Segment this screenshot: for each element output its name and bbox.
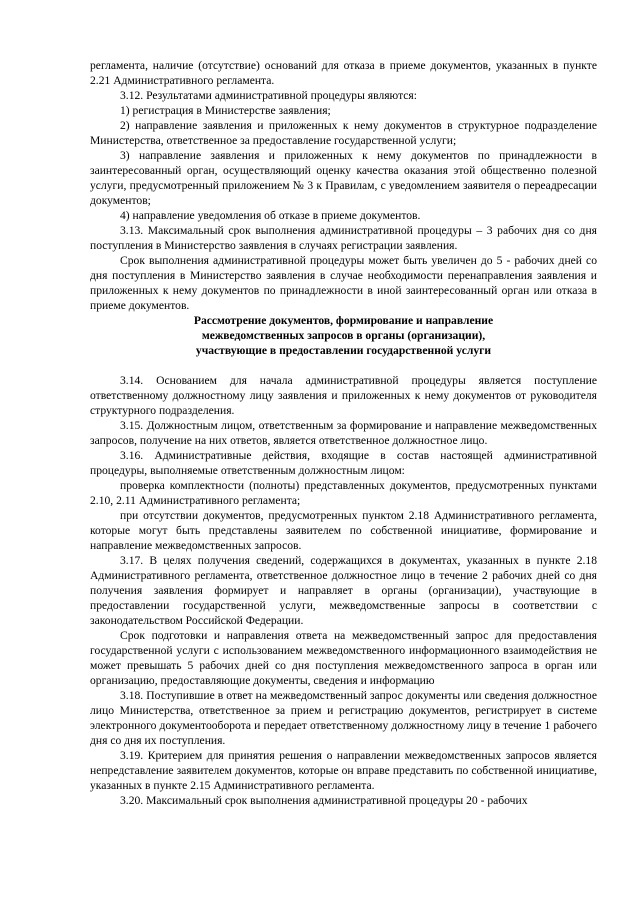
paragraph-3-19: 3.19. Критерием для принятия решения о направлении межведомственных запросов является непредставление заявителем документов, которые он вправе представить по собственной инициативе, указанных в пункте 2.15 Административного регламента. bbox=[90, 749, 597, 792]
paragraph-3-17-extra: Срок подготовки и направления ответа на межведомственный запрос для предоставления государственной услуги с использованием межведомственного информационного взаимодействия не может превышать 5 рабочих дней со дня поступления межведомственного запроса в орган или организацию, предоставляющие документы, сведения и информацию bbox=[90, 629, 597, 687]
paragraph-3-13-extra: Срок выполнения административной процедуры может быть увеличен до 5 - рабочих дней со дня поступления в Министерство заявления в случае необходимости перенаправления заявления и приложенных к нему документов по принадлежности в иной заинтересованный орган или отказа в приеме документов. bbox=[90, 254, 597, 312]
paragraph-3-14: 3.14. Основанием для начала административной процедуры является поступление ответственному должностному лицу заявления и приложенных к нему документов от руководителя структурного подразделения. bbox=[90, 374, 597, 417]
section-heading bbox=[90, 313, 597, 358]
section-heading-line-3: участвующие в предоставлении государственной услуги bbox=[195, 344, 492, 357]
list-item-3-12-3: 3) направление заявления и приложенных к нему документов по принадлежности в заинтересованный орган, осуществляющий оценку качества оказания этой общественно полезной услуги, предусмотренный приложением № 3 к Правилам, с уведомлением заявителя о переадресации документов; bbox=[90, 149, 597, 207]
list-item-3-16-2: при отсутствии документов, предусмотренных пунктом 2.18 Административного регламента, которые могут быть представлены заявителем по собственной инициативе, формирование и направление межведомственных запросов. bbox=[90, 509, 597, 552]
paragraph-intro: регламента, наличие (отсутствие) оснований для отказа в приеме документов, указанных в пункте 2.21 Административного регламента. bbox=[90, 59, 597, 87]
list-item-3-12-1: 1) регистрация в Министерстве заявления; bbox=[120, 104, 331, 117]
paragraph-3-18: 3.18. Поступившие в ответ на межведомственный запрос документы или сведения должностное лицо Министерства, ответственное за прием и регистрацию документов, регистрирует в системе электронного документооборота и передает ответственному должностному лицу в течение 1 рабочего дня со дня их поступления. bbox=[90, 689, 597, 747]
paragraph-3-13: 3.13. Максимальный срок выполнения административной процедуры – 3 рабочих дня со дня поступления в Министерство заявления в случаях регистрации заявления. bbox=[90, 224, 597, 252]
section-heading-line-1: Рассмотрение документов, формирование и направление bbox=[193, 314, 494, 327]
paragraph-3-17: 3.17. В целях получения сведений, содержащихся в документах, указанных в пункте 2.18 Административного регламента, ответственное должностное лицо в течение 2 рабочих дней со дня получения заявления формирует и направляет в органы (организации), участвующие в предоставлении государственной услуги, межведомственные запросы в соответствии с законодательством Российской Федерации. bbox=[90, 554, 597, 627]
section-heading-line-2: межведомственных запросов в органы (организации), bbox=[201, 329, 486, 342]
paragraph-3-20: 3.20. Максимальный срок выполнения административной процедуры 20 - рабочих bbox=[120, 794, 528, 807]
list-item-3-12-4: 4) направление уведомления об отказе в приеме документов. bbox=[120, 209, 421, 222]
list-item-3-16-1: проверка комплектности (полноты) представленных документов, предусмотренных пунктами 2.10, 2.11 Административного регламента; bbox=[90, 479, 597, 507]
spacer bbox=[90, 358, 597, 373]
paragraph-3-16: 3.16. Административные действия, входящие в состав настоящей административной процедуры, выполняемые ответственным должностным лицом: bbox=[90, 449, 597, 477]
document-body bbox=[90, 58, 597, 808]
list-item-3-12-2: 2) направление заявления и приложенных к нему документов в структурное подразделение Министерства, ответственное за предоставление государственной услуги; bbox=[90, 119, 597, 147]
paragraph-3-15: 3.15. Должностным лицом, ответственным за формирование и направление межведомственных запросов, получение на них ответов, является ответственное должностное лицо. bbox=[90, 419, 597, 447]
paragraph-3-12: 3.12. Результатами административной процедуры являются: bbox=[120, 89, 417, 102]
